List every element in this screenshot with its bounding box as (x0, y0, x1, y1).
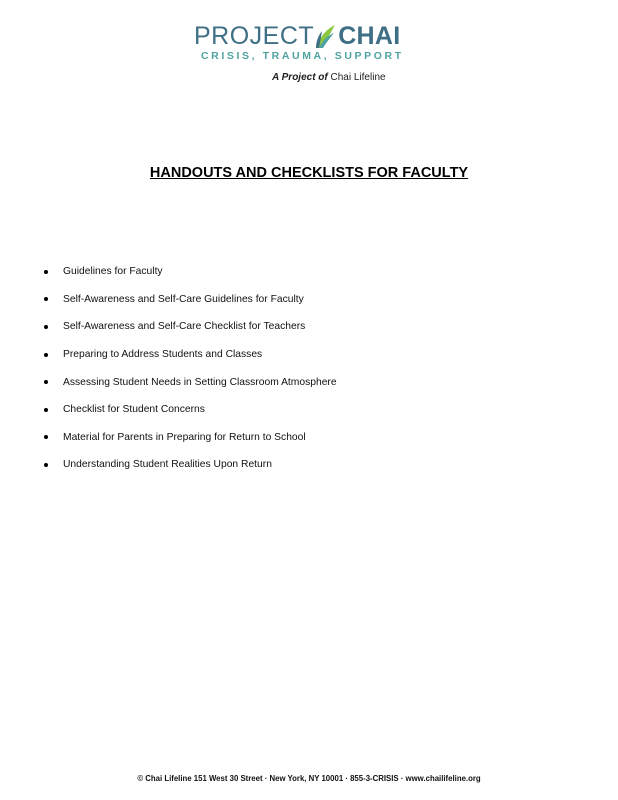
bullet-icon (44, 463, 48, 467)
list-item-label: Checklist for Student Concerns (63, 404, 205, 416)
leaf-icon (315, 22, 337, 50)
bullet-icon (44, 297, 48, 301)
list-item-label: Self-Awareness and Self-Care Checklist for Teachers (63, 321, 306, 333)
list-item (44, 424, 337, 452)
bullet-icon (44, 435, 48, 439)
logo-wordmark (194, 18, 401, 50)
bullet-icon (44, 380, 48, 384)
list-item (44, 396, 337, 424)
logo-word-project: PROJECT (194, 22, 315, 50)
list-item (44, 368, 337, 396)
logo-subline-italic: A Project of (272, 72, 328, 83)
list-item-label: Assessing Student Needs in Setting Classroom Atmosphere (63, 376, 337, 388)
bullet-icon (44, 270, 48, 274)
logo-word-chai: CHAI (338, 22, 401, 50)
list-item-label: Self-Awareness and Self-Care Guidelines for Faculty (63, 293, 304, 305)
page-title: HANDOUTS AND CHECKLISTS FOR FACULTY (149, 165, 469, 181)
list-item (44, 286, 337, 314)
list-item (44, 341, 337, 369)
list-item (44, 313, 337, 341)
list-item-label: Understanding Student Realities Upon Return (63, 459, 272, 471)
list-item (44, 258, 337, 286)
list-item-label: Preparing to Address Students and Classes (63, 349, 263, 361)
logo-subline (272, 72, 386, 83)
list-item-label: Guidelines for Faculty (63, 266, 163, 278)
handout-list (44, 258, 337, 479)
bullet-icon (44, 353, 48, 357)
logo-subline-rest: Chai Lifeline (327, 72, 386, 83)
bullet-icon (44, 408, 48, 412)
bullet-icon (44, 325, 48, 329)
list-item-label: Material for Parents in Preparing for Return to School (63, 431, 306, 443)
list-item (44, 451, 337, 479)
logo-tagline: CRISIS, TRAUMA, SUPPORT (201, 50, 404, 62)
page-footer: © Chai Lifeline 151 West 30 Street · New York, NY 10001 · 855-3-CRISIS · www.chailifeline.org (137, 774, 481, 783)
project-chai-logo (0, 0, 618, 90)
